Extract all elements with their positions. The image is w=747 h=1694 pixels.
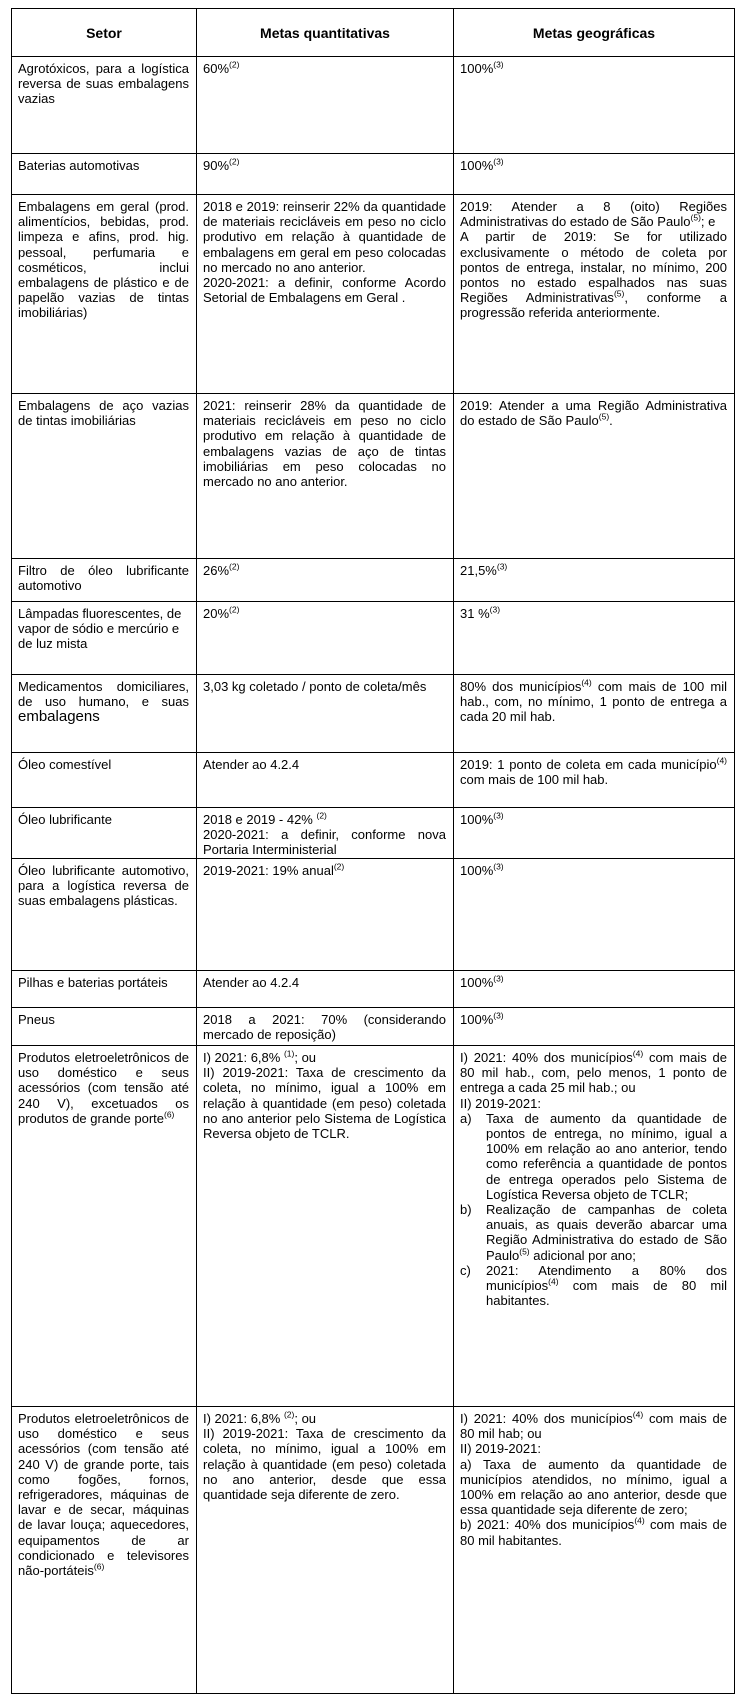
cell-quant: Atender ao 4.2.4 [197, 971, 454, 1008]
cell-setor: Óleo comestível [12, 753, 197, 808]
cell-geo: 21,5%$^{(3)}$ [454, 559, 735, 602]
cell-setor: Óleo lubrificante [12, 808, 197, 859]
lettered-list [460, 1111, 727, 1309]
list-item: b) Realização de campanhas de coleta anuais, as quais deverão abarcar uma Região Administrativa do estado de São Paulo$^{(5)}$ adicional por ano; [460, 1202, 727, 1263]
table-row [12, 195, 735, 394]
header-metas-geograficas: Metas geográficas [454, 9, 735, 57]
cell-geo: 2019: Atender a 8 (oito) Regiões Administrativas do estado de São Paulo$^{(5)}$; e A partir de 2019: Se for utilizado exclusivamente o método de coleta por pontos de entrega, instalar, no mínimo, 200 pontos no estado espalhados nas suas Regiões Administrativas$^{(5)}$, conforme a progressão referida anteriormente. [454, 195, 735, 394]
cell-setor: Produtos eletroeletrônicos de uso doméstico e seus acessórios (com tensão até 240 V), excetuados os produtos de grande porte$^{(6)}$ [12, 1046, 197, 1407]
cell-quant: 20%$^{(2)}$ [197, 602, 454, 675]
cell-setor: Embalagens de aço vazias de tintas imobiliárias [12, 394, 197, 559]
table-row [12, 971, 735, 1008]
cell-setor: Embalagens em geral (prod. alimentícios, bebidas, prod. limpeza e afins, prod. hig. pessoal, perfumaria e cosméticos, inclui embalagens de plástico e de papelão vazias de tintas imobiliárias) [12, 195, 197, 394]
cell-quant: 2018 e 2019 - 42% $^{(2)}$ 2020-2021: a definir, conforme nova Portaria Interministerial [197, 808, 454, 859]
table-row [12, 154, 735, 195]
cell-geo: 31 %$^{(3)}$ [454, 602, 735, 675]
cell-quant: 60%$^{(2)}$ [197, 57, 454, 154]
table-row [12, 602, 735, 675]
cell-geo: I) 2021: 40% dos municípios$^{(4)}$ com mais de 80 mil hab; ou II) 2019-2021: a) Taxa de aumento da quantidade de municípios atendidos, no mínimo, igual a 100% em relação ao ano anterior, desde que essa quantidade seja diferente de zero; b) 2021: 40% dos municípios$^{(4)}$ com mais de 80 mil habitantes. [454, 1407, 735, 1694]
metas-table [11, 8, 735, 1694]
cell-geo: 2019: 1 ponto de coleta em cada município$^{(4)}$ com mais de 100 mil hab. [454, 753, 735, 808]
cell-geo: 100%$^{(3)}$ [454, 154, 735, 195]
cell-setor: Medicamentos domiciliares, de uso humano, e suas embalagens [12, 675, 197, 753]
table-row [12, 808, 735, 859]
cell-setor: Pneus [12, 1008, 197, 1046]
table-row [12, 394, 735, 559]
cell-quant: 3,03 kg coletado / ponto de coleta/mês [197, 675, 454, 753]
cell-setor: Lâmpadas fluorescentes, de vapor de sódio e mercúrio e de luz mista [12, 602, 197, 675]
cell-setor: Filtro de óleo lubrificante automotivo [12, 559, 197, 602]
cell-quant: 2019-2021: 19% anual$^{(2)}$ [197, 859, 454, 971]
cell-geo: 100%$^{(3)}$ [454, 971, 735, 1008]
cell-geo: 100%$^{(3)}$ [454, 808, 735, 859]
cell-geo: 2019: Atender a uma Região Administrativa do estado de São Paulo$^{(5)}$. [454, 394, 735, 559]
cell-quant: 90%$^{(2)}$ [197, 154, 454, 195]
cell-quant: I) 2021: 6,8% $^{(2)}$; ou II) 2019-2021: Taxa de crescimento da coleta, no mínimo, igual a 100% em relação à quantidade (em peso) coletada no ano anterior, desde que essa quantidade seja diferente de zero. [197, 1407, 454, 1694]
cell-setor: Baterias automotivas [12, 154, 197, 195]
cell-geo: 80% dos municípios$^{(4)}$ com mais de 100 mil hab., com, no mínimo, 1 ponto de entrega a cada 20 mil hab. [454, 675, 735, 753]
table-row [12, 1407, 735, 1694]
table-header-row [12, 9, 735, 57]
cell-geo: 100%$^{(3)}$ [454, 859, 735, 971]
list-item: a) Taxa de aumento da quantidade de pontos de entrega, no mínimo, igual a 100% em relação ao ano anterior, tendo como referência a quantidade de pontos de entrega operados pelo Sistema de Logística Reversa objeto de TCLR; [460, 1110, 727, 1202]
table-row [12, 559, 735, 602]
cell-quant: 2018 a 2021: 70% (considerando mercado de reposição) [197, 1008, 454, 1046]
cell-geo: 100%$^{(3)}$ [454, 57, 735, 154]
cell-quant: 2018 e 2019: reinserir 22% da quantidade de materiais recicláveis em peso no ciclo produtivo em relação à quantidade de embalagens em geral em peso colocadas no mercado no ano anterior. 2020-2021: a definir, conforme Acordo Setorial de Embalagens em Geral . [197, 195, 454, 394]
cell-setor: Produtos eletroeletrônicos de uso doméstico e seus acessórios (com tensão até 240 V) de grande porte, tais como fogões, fornos, refrigeradores, máquinas de lavar e de secar, máquinas de lavar louça; aquecedores, equipamentos de ar condicionado e televisores não-portáteis$^{(6)}$ [12, 1407, 197, 1694]
table-row [12, 753, 735, 808]
cell-setor: Óleo lubrificante automotivo, para a logística reversa de suas embalagens plásticas. [12, 859, 197, 971]
cell-quant: Atender ao 4.2.4 [197, 753, 454, 808]
cell-quant: 2021: reinserir 28% da quantidade de materiais recicláveis em peso no ciclo produtivo em relação à quantidade de embalagens vazias de aço de tintas imobiliárias em peso colocadas no mercado no ano anterior. [197, 394, 454, 559]
cell-setor: Agrotóxicos, para a logística reversa de suas embalagens vazias [12, 57, 197, 154]
table-row [12, 1008, 735, 1046]
list-item: c) 2021: Atendimento a 80% dos municípios$^{(4)}$ com mais de 80 mil habitantes. [460, 1262, 727, 1309]
table-row [12, 1046, 735, 1407]
cell-quant: I) 2021: 6,8% $^{(1)}$; ou II) 2019-2021: Taxa de crescimento da coleta, no mínimo, igual a 100% em relação à quantidade (em peso) coletada no ano anterior pelo Sistema de Logística Reversa objeto de TCLR. [197, 1046, 454, 1407]
cell-setor: Pilhas e baterias portáteis [12, 971, 197, 1008]
header-metas-quantitativas: Metas quantitativas [197, 9, 454, 57]
table-row [12, 859, 735, 971]
table-row [12, 675, 735, 753]
header-setor: Setor [12, 9, 197, 57]
table-row [12, 57, 735, 154]
cell-geo: I) 2021: 40% dos municípios$^{(4)}$ com mais de 80 mil hab., com, pelo menos, 1 ponto de entrega a cada 25 mil hab.; ou II) 2019-2021: a) Taxa de aumento da quantidade de pontos de entrega, no mínimo, igual a 100% em relação ao ano anterior, tendo como referência a quantidade de pontos de entrega operados pelo Sistema de Logística Reversa objeto de TCLR; b) Realização de campanhas de coleta anuais, as quais deverão abarcar uma Região Administrativa do estado de São Paulo$^{(5)}$ adicional por ano; c) 2021: Atendimento a 80% dos municípios$^{(4)}$ com mais de 80 mil habitantes. [454, 1046, 735, 1407]
cell-quant: 26%$^{(2)}$ [197, 559, 454, 602]
cell-geo: 100%$^{(3)}$ [454, 1008, 735, 1046]
